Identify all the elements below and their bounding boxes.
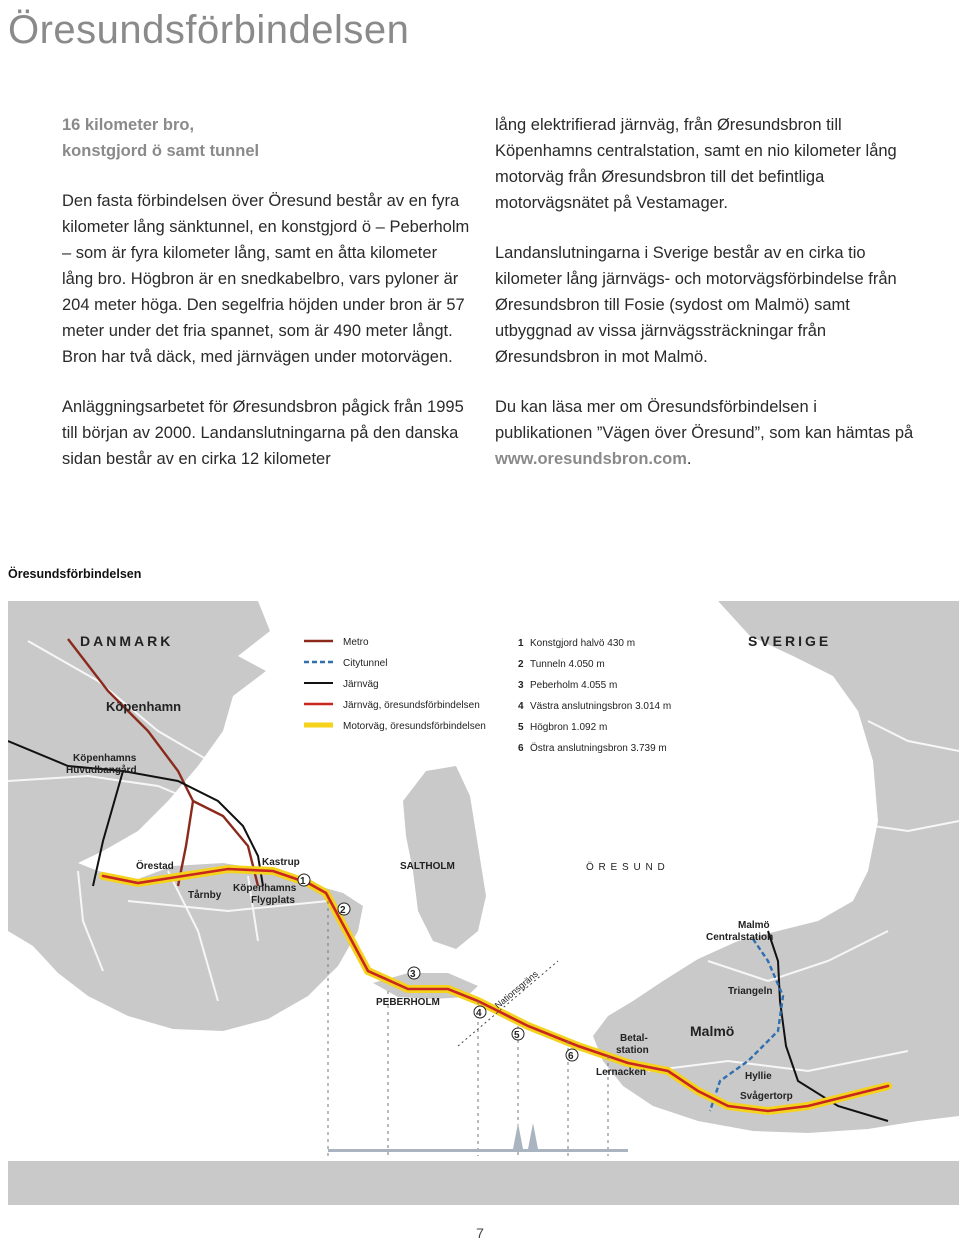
section-label-4: Västra anslutningsbron 3.014 m — [530, 701, 672, 712]
subhead-line-2: konstgjord ö samt tunnel — [62, 142, 260, 160]
page-title: Öresundsförbindelsen — [8, 8, 410, 52]
label-orestad: Örestad — [136, 861, 174, 872]
label-sverige: SVERIGE — [748, 633, 832, 649]
legend-label-link-rail: Järnväg, öresundsförbindelsen — [343, 700, 480, 711]
map-svg — [8, 601, 959, 1205]
section-label-6: Östra anslutningsbron 3.739 m — [530, 743, 667, 754]
label-nationsgrans: Nationsgräns — [492, 968, 540, 1011]
land-bottom — [8, 1161, 959, 1205]
section-num-4: 4 — [518, 701, 524, 712]
section-subhead — [62, 112, 472, 164]
label-danmark: DANMARK — [80, 633, 174, 649]
subhead-line-1: 16 kilometer bro, — [62, 116, 195, 134]
label-kopenhamn: Köpenhamn — [106, 699, 182, 714]
website-link[interactable]: www.oresundsbron.com — [495, 450, 687, 468]
label-malmo-central-2: Centralstation — [706, 932, 774, 943]
right-column — [495, 112, 915, 496]
left-paragraph-2: Anläggningsarbetet för Øresundsbron pågick från 1995 till början av 2000. Landanslutningarna på den danska sidan består av en cirka 12 kilometer — [62, 398, 464, 468]
legend-label-motorway: Motorväg, öresundsförbindelsen — [343, 721, 486, 732]
legend-label-citytunnel: Citytunnel — [343, 658, 388, 669]
right-paragraph-3 — [495, 394, 915, 472]
label-kastrup: Kastrup — [262, 857, 300, 868]
label-malmo-central-1: Malmö — [738, 920, 770, 931]
section-num-1: 1 — [518, 638, 524, 649]
left-paragraph-1: Den fasta förbindelsen över Öresund består av en fyra kilometer lång sänktunnel, en konstgjord ö – Peberholm – som är fyra kilometer lång, samt en åtta kilometer lång bro. Högbron är en snedkabelbro, vars pyloner är 204 meter höga. Den segelfria höjden under bron är 57 meter under det fria spannet, som är 490 meter långt. Bron har två däck, med järnvägen under motorvägen. — [62, 192, 470, 366]
marker-3: 3 — [410, 969, 416, 980]
section-label-3: Peberholm 4.055 m — [530, 680, 618, 691]
marker-1: 1 — [300, 876, 306, 887]
label-betalstation-2: station — [616, 1045, 649, 1056]
final-paragraph-text: Du kan läsa mer om Öresundsförbindelsen i publikationen ”Vägen över Öresund”, som kan hämtas på — [495, 398, 914, 442]
left-column — [62, 112, 472, 496]
legend-label-metro: Metro — [343, 637, 369, 648]
label-triangeln: Triangeln — [728, 986, 773, 997]
label-betalstation-1: Betal- — [620, 1033, 648, 1044]
label-lernacken: Lernacken — [596, 1067, 647, 1078]
section-label-5: Högbron 1.092 m — [530, 722, 608, 733]
section-num-2: 2 — [518, 659, 524, 670]
map-caption: Öresundsförbindelsen — [8, 567, 142, 581]
label-tarnby: Tårnby — [188, 890, 222, 901]
marker-4: 4 — [476, 1008, 482, 1019]
marker-2: 2 — [340, 905, 346, 916]
section-num-3: 3 — [518, 680, 524, 691]
label-huvudbangard-2: Huvudbangård — [66, 765, 137, 776]
final-paragraph-suffix: . — [686, 450, 692, 468]
section-label-1: Konstgjord halvö 430 m — [530, 638, 636, 649]
label-flygplats-2: Flygplats — [251, 895, 295, 906]
label-oresund: Ö R E S U N D — [586, 862, 666, 873]
label-svagertorp: Svågertorp — [740, 1091, 793, 1102]
page-number: 7 — [476, 1225, 484, 1241]
label-saltholm: SALTHOLM — [400, 861, 455, 872]
label-peberholm: PEBERHOLM — [376, 997, 440, 1008]
right-paragraph-2: Landanslutningarna i Sverige består av en cirka tio kilometer lång järnvägs- och motorvägsförbindelse från Øresundsbron till Fosie (sydost om Malmö) samt utbyggnad av vissa järnvägssträckningar från Øresundsbron in mot Malmö. — [495, 244, 897, 366]
legend-label-rail: Järnväg — [343, 679, 379, 690]
label-huvudbangard-1: Köpenhamns — [73, 753, 137, 764]
map — [8, 601, 959, 1205]
section-label-2: Tunneln 4.050 m — [530, 659, 605, 670]
section-num-6: 6 — [518, 743, 524, 754]
label-hyllie: Hyllie — [745, 1071, 772, 1082]
marker-6: 6 — [568, 1051, 574, 1062]
label-flygplats-1: Köpenhamns — [233, 883, 297, 894]
right-paragraph-1: lång elektrifierad järnväg, från Øresundsbron till Köpenhamns centralstation, samt en nio kilometer lång motorväg från Øresundsbron till det befintliga motorvägsnätet på Vestamager. — [495, 116, 897, 212]
section-num-5: 5 — [518, 722, 524, 733]
marker-5: 5 — [514, 1030, 520, 1041]
label-malmo: Malmö — [690, 1023, 735, 1039]
